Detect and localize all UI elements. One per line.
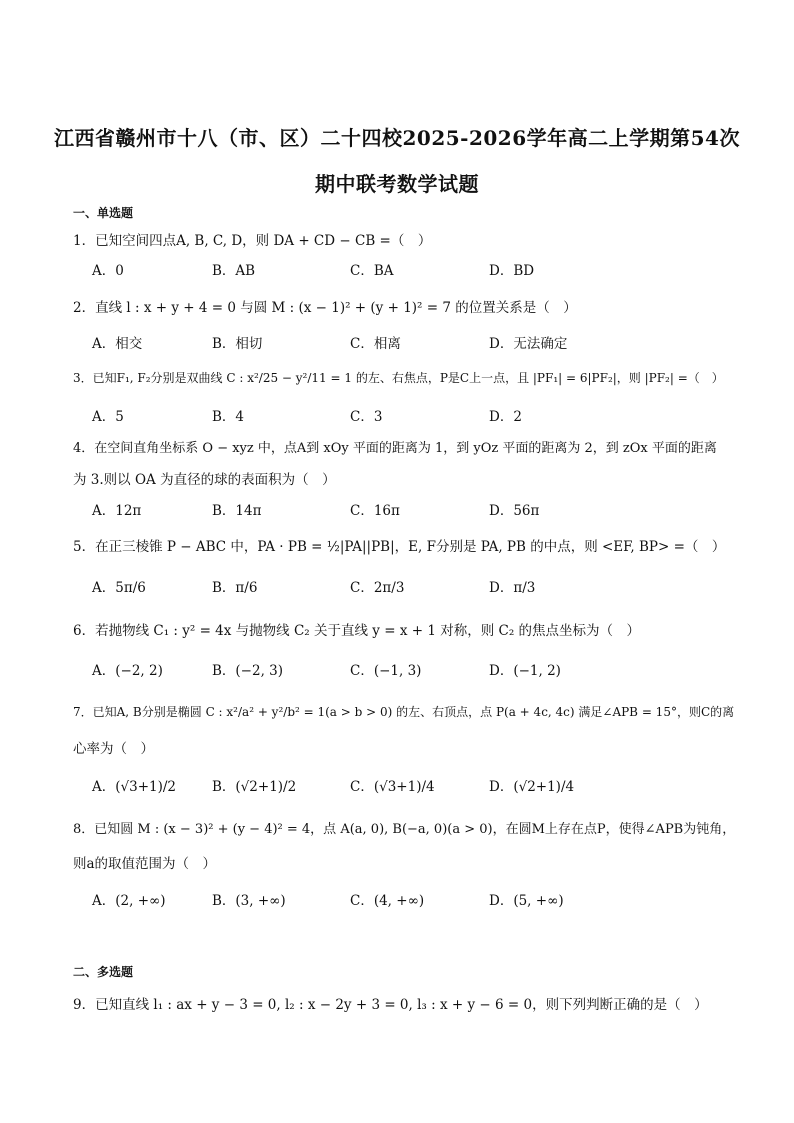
question-7-option-a: A．(√3+1)/2 <box>92 779 177 795</box>
question-1-option-d: D．BD <box>489 263 535 279</box>
question-9-stem: 9．已知直线 l₁ : ax + y − 3 = 0, l₂ : x − 2y + 3 = 0, l₃ : x + y − 6 = 0，则下列判断正确的是（ ） <box>73 997 708 1013</box>
exam-title-line1: 江西省赣州市十八（市、区）二十四校2025-2026学年高二上学期第54次 <box>54 126 740 150</box>
question-7-stem-line2: 心率为（ ） <box>73 741 154 757</box>
question-1-option-b: B．AB <box>212 263 256 279</box>
question-8-stem-line1: 8．已知圆 M : (x − 3)² + (y − 4)² = 4，点 A(a, 0), B(−a, 0)(a > 0)，在圆M上存在点P，使得∠APB为钝角， <box>73 822 736 837</box>
question-8-option-b: B．(3, +∞) <box>212 893 286 909</box>
question-3-option-b: B．4 <box>212 409 245 425</box>
question-3-option-d: D．2 <box>489 409 522 425</box>
question-4-stem-line2: 为 3.则以 OA 为直径的球的表面积为（ ） <box>73 472 336 488</box>
question-2-stem: 2．直线 l : x + y + 4 = 0 与圆 M : (x − 1)² + (y + 1)² = 7 的位置关系是（ ） <box>73 300 577 316</box>
question-6-option-b: B．(−2, 3) <box>212 663 284 679</box>
question-7-option-d: D．(√2+1)/4 <box>489 779 575 795</box>
question-6-option-a: A．(−2, 2) <box>92 663 163 679</box>
question-4-option-b: B．14π <box>212 503 262 519</box>
question-5-option-c: C．2π/3 <box>350 580 405 596</box>
question-5-option-d: D．π/3 <box>489 580 536 596</box>
question-7-option-b: B．(√2+1)/2 <box>212 779 297 795</box>
section-heading-multiple-choice: 二、多选题 <box>73 965 134 979</box>
question-1-option-a: A．0 <box>92 263 124 279</box>
question-6-stem: 6．若抛物线 C₁ : y² = 4x 与抛物线 C₂ 关于直线 y = x + 1 对称，则 C₂ 的焦点坐标为（ ） <box>73 623 641 639</box>
question-8-stem-line2: 则a的取值范围为（ ） <box>73 856 217 872</box>
question-5-stem: 5．在正三棱锥 P − ABC 中，PA · PB = ½|PA||PB|，E, F分别是 PA, PB 的中点，则 <EF, BP> =（ ） <box>73 539 726 555</box>
question-3-stem: 3．已知F₁, F₂分别是双曲线 C : x²/25 − y²/11 = 1 的左、右焦点，P是C上一点，且 |PF₁| = 6|PF₂|，则 |PF₂| =（ ） <box>73 371 724 385</box>
question-7-option-c: C．(√3+1)/4 <box>350 779 435 795</box>
question-4-option-c: C．16π <box>350 503 400 519</box>
question-1-option-c: C．BA <box>350 263 394 279</box>
question-3-option-a: A．5 <box>92 409 124 425</box>
question-7-stem-line1: 7．已知A, B分别是椭圆 C : x²/a² + y²/b² = 1(a > b > 0) 的左、右顶点，点 P(a + 4c, 4c) 满足∠APB = 15°，则C的离 <box>73 705 735 719</box>
section-heading-single-choice: 一、单选题 <box>73 206 134 220</box>
question-3-option-c: C．3 <box>350 409 383 425</box>
question-4-option-a: A．12π <box>92 503 142 519</box>
question-8-option-d: D．(5, +∞) <box>489 893 564 909</box>
question-8-option-c: C．(4, +∞) <box>350 893 425 909</box>
question-1-stem: 1．已知空间四点A, B, C, D，则 DA + CD − CB =（ ） <box>73 233 432 249</box>
question-2-option-c: C．相离 <box>350 336 401 352</box>
question-4-option-d: D．56π <box>489 503 540 519</box>
question-6-option-d: D．(−1, 2) <box>489 663 561 679</box>
question-2-option-b: B．相切 <box>212 336 263 352</box>
question-5-option-a: A．5π/6 <box>92 580 146 596</box>
question-2-option-a: A．相交 <box>92 336 143 352</box>
question-5-option-b: B．π/6 <box>212 580 258 596</box>
question-4-stem-line1: 4．在空间直角坐标系 O − xyz 中，点A到 xOy 平面的距离为 1，到 yOz 平面的距离为 2，到 zOx 平面的距离 <box>73 441 717 456</box>
question-8-option-a: A．(2, +∞) <box>92 893 166 909</box>
exam-title-line2: 期中联考数学试题 <box>315 172 479 196</box>
question-6-option-c: C．(−1, 3) <box>350 663 422 679</box>
question-2-option-d: D．无法确定 <box>489 336 568 352</box>
